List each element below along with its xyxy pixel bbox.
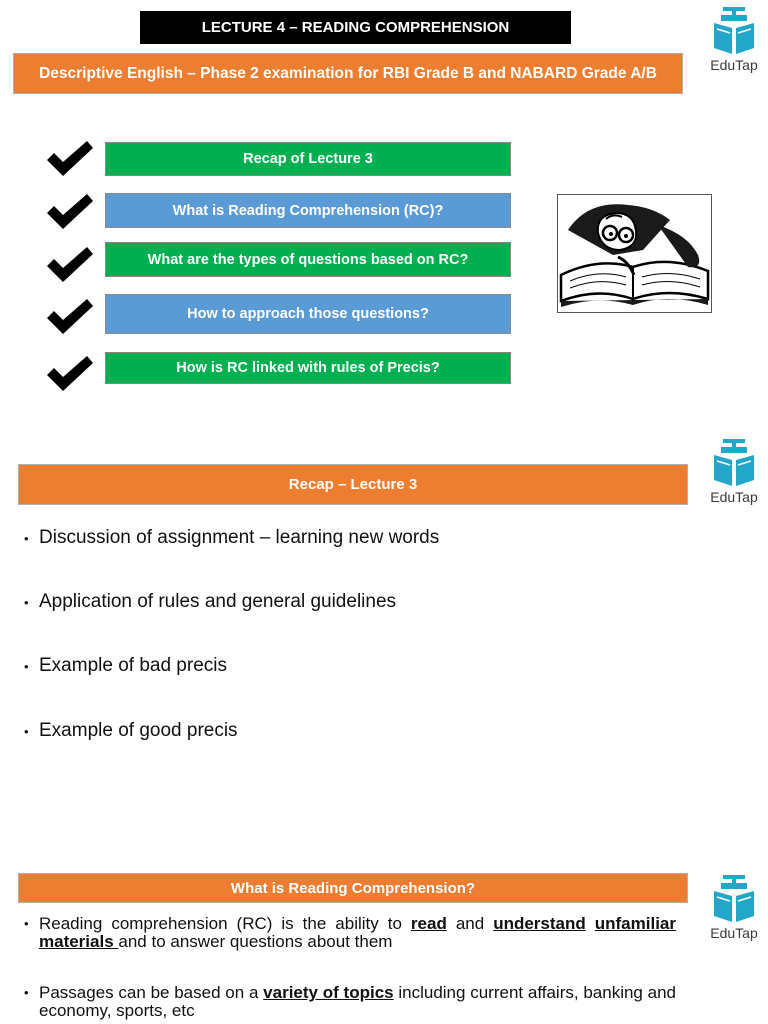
rc-topics-paragraph: • Passages can be based on a variety of topics including current affairs, banking and economy, sports, etc: [24, 983, 676, 1020]
list-item-text: Example of good precis: [39, 720, 238, 741]
agenda-item-precis-link: How is RC linked with rules of Precis?: [105, 352, 511, 384]
list-item: • Discussion of assignment – learning new words: [24, 527, 439, 551]
text-run: [586, 914, 595, 933]
list-item-text: Discussion of assignment – learning new words: [39, 527, 440, 548]
lecture-title: LECTURE 4 – READING COMPREHENSION: [140, 11, 571, 44]
agenda-item-approach: How to approach those questions?: [105, 294, 511, 334]
edutap-logo-text: EduTap: [710, 57, 758, 73]
rc-definition-text: [39, 915, 676, 951]
list-item: • Example of bad precis: [24, 655, 227, 679]
emphasis-variety-of-topics: variety of topics: [263, 983, 394, 1002]
agenda-item-what-is-rc: What is Reading Comprehension (RC)?: [105, 193, 511, 228]
reading-book-image: [558, 195, 711, 312]
list-item-text: Application of rules and general guidelines: [39, 591, 397, 612]
edutap-logo: [706, 874, 762, 941]
list-item: • Example of good precis: [24, 720, 238, 744]
rc-section-header: What is Reading Comprehension?: [18, 873, 688, 903]
list-item-text: Example of bad precis: [39, 655, 227, 676]
rc-definition-paragraph: • Reading comprehension (RC) is the ability to read and understand unfamiliar materials and to answer questions about them: [24, 914, 676, 951]
emphasis-understand: understand: [493, 914, 586, 933]
edutap-logo-text: EduTap: [710, 489, 758, 505]
checkmark-icon: [44, 354, 94, 394]
exam-subtitle: Descriptive English – Phase 2 examination for RBI Grade B and NABARD Grade A/B: [13, 53, 683, 94]
edutap-logo-icon: [710, 6, 758, 56]
text-run: and to answer questions about them: [118, 932, 393, 951]
text-run: including current affairs, banking and economy, sports, etc: [39, 983, 676, 1020]
checkmark-icon: [44, 297, 94, 337]
edutap-logo-text: EduTap: [710, 925, 758, 941]
list-item: • Application of rules and general guidelines: [24, 591, 396, 615]
checkmark-icon: [44, 245, 94, 285]
text-run: and: [446, 914, 494, 933]
text-run: Passages can be based on a: [39, 983, 264, 1002]
agenda-item-question-types: What are the types of questions based on RC?: [105, 242, 511, 277]
emphasis-unfamiliar-materials: unfamiliar materials: [39, 914, 676, 951]
edutap-logo-icon: [710, 438, 758, 488]
checkmark-icon: [44, 192, 94, 232]
edutap-logo: [706, 6, 762, 73]
agenda-item-recap: Recap of Lecture 3: [105, 142, 511, 176]
recap-section-header: Recap – Lecture 3: [18, 464, 688, 505]
reading-man-illustration: [557, 194, 712, 313]
emphasis-read: read: [410, 914, 447, 933]
edutap-logo-icon: [710, 874, 758, 924]
text-run: Reading comprehension (RC) is the ability to: [39, 914, 411, 933]
edutap-logo: [706, 438, 762, 505]
rc-topics-text: [39, 984, 676, 1020]
checkmark-icon: [44, 139, 94, 179]
